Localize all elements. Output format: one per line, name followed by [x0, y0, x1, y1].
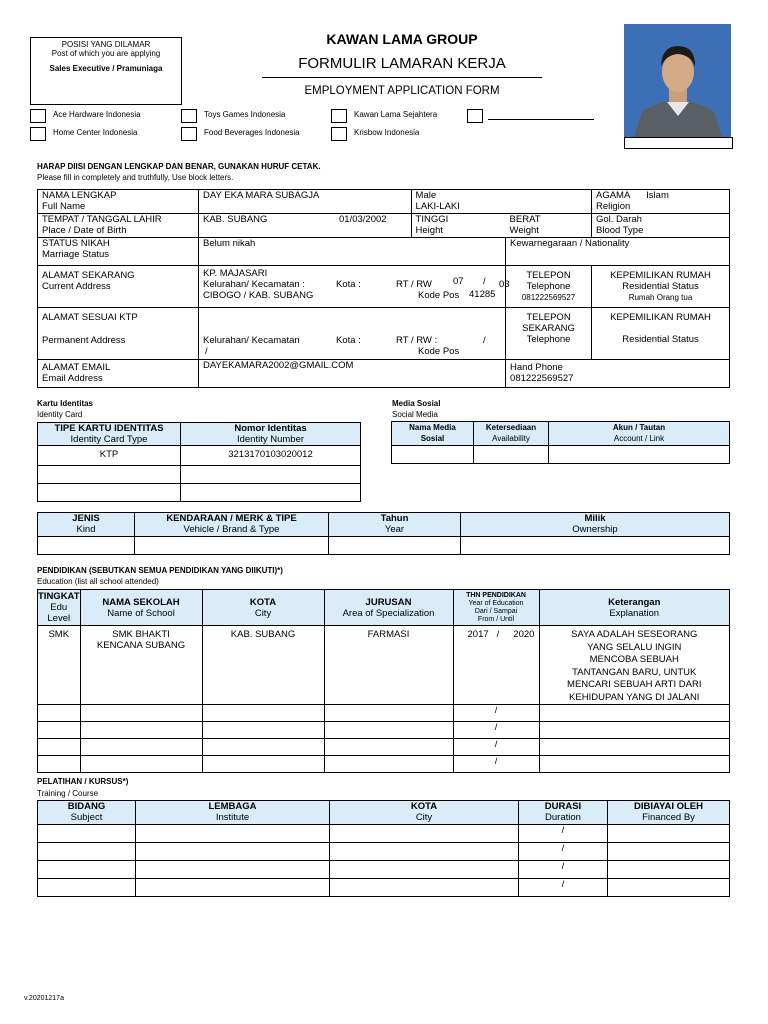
version-label: v.20201217a [24, 995, 64, 1002]
edu-slash: / [496, 629, 500, 640]
edu-note-2: YANG SELALU INGIN [587, 641, 682, 653]
marital-label: STATUS NIKAH [42, 238, 110, 249]
training-col2: LEMBAGA [208, 801, 257, 812]
form-title-id: FORMULIR LAMARAN KERJA [298, 55, 506, 72]
edu-slash[interactable]: / [453, 722, 539, 739]
edu-col5: THN PENDIDIKAN [466, 591, 526, 599]
sex-value[interactable]: Male [415, 190, 437, 201]
ktp-rtrw-label: RT / RW : [396, 335, 438, 346]
table-row [38, 626, 730, 705]
instructions-en: Please fill in completely and truthfully, Use block letters. [37, 173, 234, 182]
edu-col2: NAMA SEKOLAH [102, 596, 180, 608]
social-col1: Nama Media [409, 423, 456, 432]
company-name: KAWAN LAMA GROUP [326, 31, 478, 47]
home-label-en: Residential Status [622, 281, 699, 292]
nationality-label: Kewarnegaraan / Nationality [510, 238, 630, 249]
home-value[interactable]: Rumah Orang tua [628, 293, 693, 302]
checkbox-ace[interactable] [30, 109, 46, 123]
checkbox-toys[interactable] [181, 109, 197, 123]
training-col5-en: Financed By [642, 812, 695, 823]
ktp-city-slash: / [205, 346, 208, 357]
table-row [38, 756, 730, 773]
phone-label: TELEPON [526, 270, 571, 281]
social-col3-en: Account / Link [613, 434, 665, 443]
social-col1-b: Sosial [420, 434, 445, 443]
kota-label: Kota : [336, 279, 361, 290]
table-row [38, 484, 361, 502]
table-row [38, 705, 730, 722]
email-label: ALAMAT EMAIL [42, 362, 111, 373]
name-value[interactable]: DAY EKA MARA SUBAGJA [203, 190, 320, 201]
table-row [38, 825, 730, 843]
checkbox-home-center[interactable] [30, 127, 46, 141]
edu-col4: JURUSAN [365, 596, 412, 608]
form-title-en: EMPLOYMENT APPLICATION FORM [304, 85, 500, 97]
edu-col1: TINGKAT [38, 591, 80, 602]
religion-value[interactable]: Islam [646, 190, 669, 201]
applicant-photo [624, 24, 731, 137]
identity-subtitle: Identity Card [37, 410, 83, 419]
ktp-kota-label: Kota : [336, 335, 361, 346]
table-row [38, 466, 361, 484]
address-label: ALAMAT SEKARANG [42, 270, 135, 281]
edu-col2-en: Name of School [107, 607, 175, 619]
birth-place[interactable]: KAB. SUBANG [203, 214, 268, 225]
duration-slash[interactable]: / [519, 861, 608, 879]
checkbox-kawan-lama[interactable] [331, 109, 347, 123]
edu-col3: KOTA [249, 596, 277, 608]
training-col2-en: Institute [215, 812, 250, 823]
training-col4-en: Duration [545, 812, 581, 823]
handphone-value[interactable]: 081222569527 [510, 373, 574, 384]
company-label: Food Beverages Indonesia [204, 128, 300, 137]
position-label-en: Post of which you are applying [51, 49, 161, 58]
training-col3-en: City [415, 812, 433, 823]
checkbox-other[interactable] [467, 109, 483, 123]
social-table [391, 421, 730, 464]
marital-value[interactable]: Belum nikah [203, 238, 256, 249]
sex-value-id: LAKI-LAKI [415, 201, 460, 212]
company-label: Kawan Lama Sejahtera [354, 110, 438, 119]
address-label-en: Current Address [42, 281, 111, 292]
education-subtitle: Education (list all school attended) [37, 577, 159, 586]
vehicle-col1-en: Kind [76, 524, 96, 535]
company-label: Ace Hardware Indonesia [53, 110, 141, 119]
edu-city[interactable]: KAB. SUBANG [202, 626, 324, 705]
vehicle-col2: KENDARAAN / MERK & TIPE [166, 513, 297, 524]
edu-until: 2020 [513, 629, 535, 640]
edu-from: 2017 [467, 629, 489, 640]
edu-slash[interactable]: / [453, 739, 539, 756]
table-row [38, 879, 730, 897]
duration-slash[interactable]: / [519, 879, 608, 897]
table-row [38, 739, 730, 756]
blood-label: Gol. Darah [596, 214, 642, 225]
company-label: Toys Games Indonesia [204, 110, 286, 119]
training-col4: DURASI [544, 801, 582, 812]
training-col3: KOTA [410, 801, 438, 812]
edu-slash[interactable]: / [453, 705, 539, 722]
instructions-id: HARAP DIISI DENGAN LENGKAP DAN BENAR, GUNAKAN HURUF CETAK. [37, 162, 321, 171]
training-col5: DIBIAYAI OLEH [634, 801, 703, 812]
duration-slash[interactable]: / [519, 843, 608, 861]
rw-value[interactable]: 03 [499, 279, 510, 290]
edu-school-2: KENCANA SUBANG [96, 640, 186, 651]
edu-col4-en: Area of Specialization [342, 607, 435, 619]
kodepos-label: Kode Pos [418, 290, 460, 301]
ktp-address-label: ALAMAT SESUAI KTP [42, 312, 138, 323]
vehicle-col1: JENIS [72, 513, 100, 524]
name-label-en: Full Name [42, 201, 86, 212]
title-underline [262, 77, 542, 78]
identity-type[interactable]: KTP [38, 446, 181, 466]
vehicle-col3: Tahun [380, 513, 409, 524]
edu-major[interactable]: FARMASI [324, 626, 453, 705]
phone-now-label: TELEPON [526, 312, 571, 323]
email-value[interactable]: DAYEKAMARA2002@GMAIL.COM [203, 360, 354, 371]
name-label: NAMA LENGKAP [42, 190, 117, 201]
identity-col2-en: Identity Number [236, 434, 305, 445]
phone-now-label-en: Telephone [526, 334, 571, 345]
birth-label: TEMPAT / TANGGAL LAHIR [42, 214, 162, 225]
edu-col1-en: Edu Level [47, 602, 71, 624]
table-row [38, 843, 730, 861]
address-line1[interactable]: KP. MAJASARI [203, 268, 268, 279]
edu-note-4: TANTANGAN BARU, UNTUK [572, 666, 697, 678]
checkbox-krisbow[interactable] [331, 127, 347, 141]
edu-col5-c: From / Until [477, 615, 515, 623]
ktp-address-label-en: Permanent Address [42, 335, 126, 346]
vehicle-table [37, 512, 730, 555]
position-box [30, 37, 182, 105]
rtrw-label: RT / RW [396, 279, 432, 290]
home-label: KEPEMILIKAN RUMAH [610, 270, 711, 281]
phone-now-label2: SEKARANG [522, 323, 575, 334]
ktp-rtrw-slash: / [483, 335, 486, 346]
duration-slash[interactable]: / [519, 825, 608, 843]
table-row [38, 861, 730, 879]
social-col3: Akun / Tautan [612, 423, 666, 432]
weight-label: BERAT [509, 214, 541, 225]
edu-col5-b: Dari / Sampai [474, 607, 518, 615]
social-col2: Ketersediaan [485, 423, 537, 432]
edu-col6-en: Explanation [609, 607, 660, 619]
social-col2-en: Availability [492, 434, 530, 443]
blood-label-en: Blood Type [596, 225, 644, 236]
phone-value[interactable]: 081222569527 [521, 293, 576, 302]
kodepos-value[interactable]: 41285 [469, 289, 496, 300]
edu-level[interactable]: SMK [38, 626, 81, 705]
email-label-en: Email Address [42, 373, 103, 384]
training-col1: BIDANG [67, 801, 106, 812]
ktp-home-label: KEPEMILIKAN RUMAH [610, 312, 711, 323]
birth-date[interactable]: 01/03/2002 [339, 214, 387, 225]
birth-label-en: Place / Date of Birth [42, 225, 127, 236]
address-line2[interactable]: CIBOGO / KAB. SUBANG [203, 290, 314, 301]
edu-col5-en: Year of Education [468, 599, 524, 607]
edu-note-6: KEHIDUPAN YANG DI JALANI [569, 691, 700, 703]
edu-note-5: MENCARI SEBUAH ARTI DARI [567, 679, 702, 690]
position-label: POSISI YANG DILAMAR [61, 40, 151, 49]
social-title: Media Sosial [392, 399, 441, 408]
identity-title: Kartu Identitas [37, 399, 94, 408]
education-title: PENDIDIKAN (SEBUTKAN SEMUA PENDIDIKAN YANG DIIKUTI)*) [37, 566, 283, 575]
photo-frame [624, 137, 733, 149]
identity-table [37, 422, 361, 502]
marital-label-en: Marriage Status [42, 249, 110, 260]
identity-col1: TIPE KARTU IDENTITAS [54, 423, 164, 434]
table-row [38, 537, 730, 555]
religion-label-en: Religion [596, 201, 631, 212]
rt-value[interactable]: 07 [453, 276, 464, 287]
vehicle-col4: Milik [584, 513, 606, 524]
height-label-en: Height [415, 225, 443, 236]
ktp-home-label-en: Residential Status [622, 334, 699, 345]
table-row [38, 446, 361, 466]
kelurahan-label: Kelurahan/ Kecamatan : [203, 279, 305, 290]
training-table [37, 800, 730, 897]
weight-label-en: Weight [509, 225, 539, 236]
edu-school-1: SMK BHAKTI [112, 629, 170, 640]
position-value[interactable]: Sales Executive / Pramuniaga [49, 64, 163, 73]
training-subtitle: Training / Course [37, 789, 99, 798]
table-row [392, 446, 730, 464]
vehicle-col4-en: Ownership [572, 524, 618, 535]
identity-col1-en: Identity Card Type [70, 434, 148, 445]
rtrw-slash: / [483, 276, 486, 287]
edu-col6: Keterangan [608, 596, 661, 608]
handphone-label: Hand Phone [510, 362, 563, 373]
ktp-kodepos-label: Kode Pos [418, 346, 460, 357]
identity-number[interactable]: 3213170103020012 [181, 446, 361, 466]
company-label: Home Center Indonesia [53, 128, 138, 137]
height-label: TINGGI [415, 214, 449, 225]
phone-label-en: Telephone [526, 281, 571, 292]
table-row [38, 722, 730, 739]
training-title: PELATIHAN / KURSUS*) [37, 777, 129, 786]
social-subtitle: Social Media [392, 410, 438, 419]
edu-note-1: SAYA ADALAH SESEORANG [571, 629, 698, 640]
vehicle-col3-en: Year [384, 524, 405, 535]
religion-label: AGAMA [596, 190, 631, 201]
company-label: Krisbow Indonesia [354, 128, 420, 137]
ktp-kelurahan-label: Kelurahan/ Kecamatan [203, 335, 300, 346]
vehicle-col2-en: Vehicle / Brand & Type [183, 524, 280, 535]
checkbox-food[interactable] [181, 127, 197, 141]
personal-data-table [37, 189, 730, 388]
training-col1-en: Subject [70, 812, 103, 823]
edu-slash[interactable]: / [453, 756, 539, 773]
edu-note-3: MENCOBA SEBUAH [589, 654, 679, 665]
other-company-line[interactable] [488, 119, 594, 120]
edu-col3-en: City [254, 607, 272, 619]
education-table [37, 589, 730, 773]
identity-col2: Nomor Identitas [234, 423, 307, 434]
